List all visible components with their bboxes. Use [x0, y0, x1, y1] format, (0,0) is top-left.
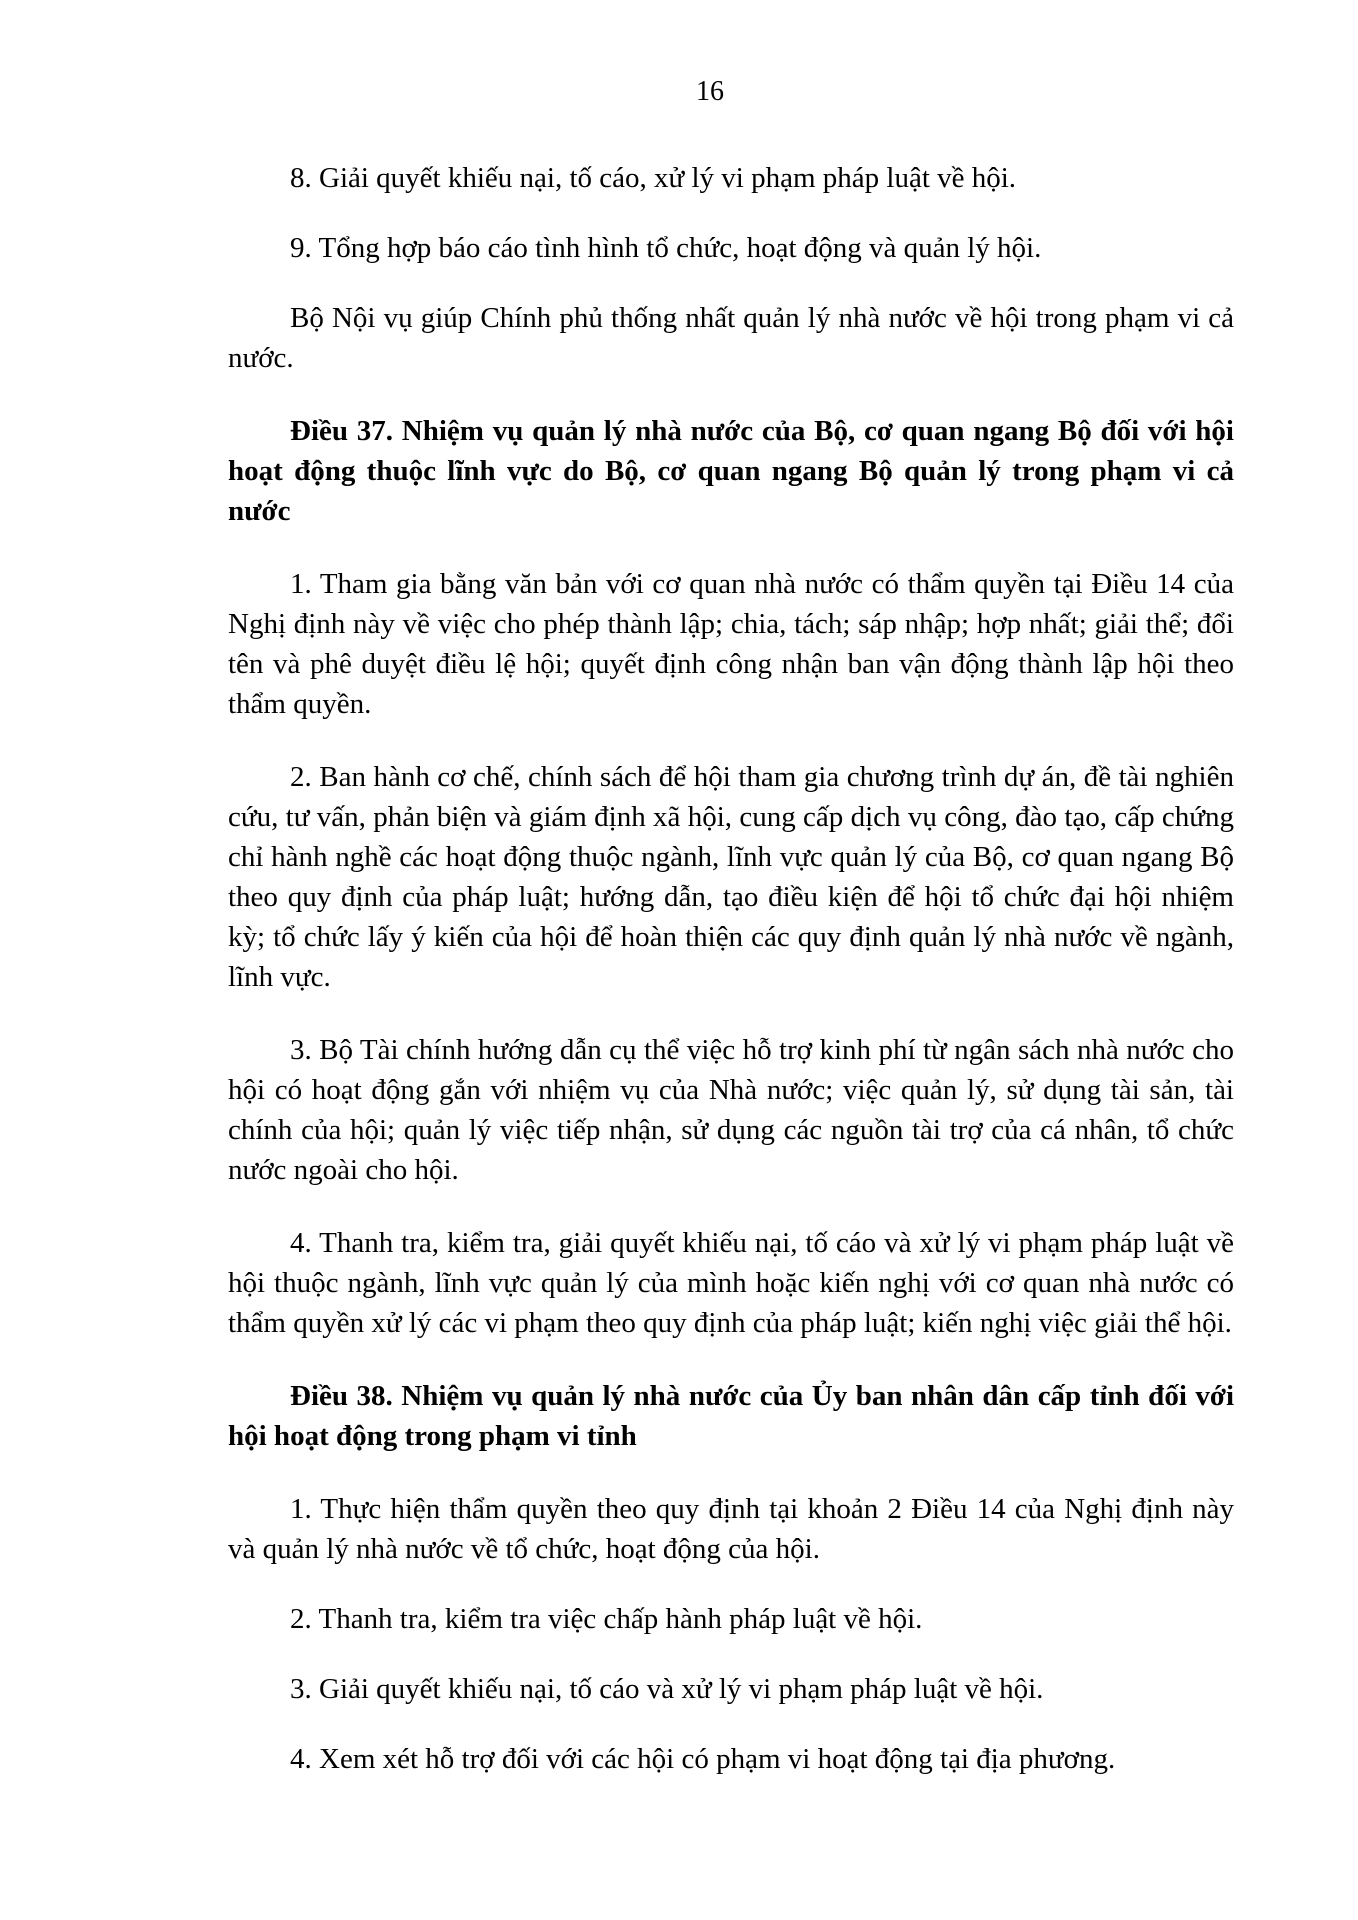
article-37-item-3: 3. Bộ Tài chính hướng dẫn cụ thể việc hỗ trợ kinh phí từ ngân sách nhà nước cho hội có hoạt động gắn với nhiệm vụ của Nhà nước; việc quản lý, sử dụng tài sản, tài chính của hội; quản lý việc tiếp nhận, sử dụng các nguồn tài trợ của cá nhân, tổ chức nước ngoài cho hội.: [228, 1034, 1234, 1186]
paragraph-ministry-home-affairs: Bộ Nội vụ giúp Chính phủ thống nhất quản lý nhà nước về hội trong phạm vi cả nước.: [228, 302, 1234, 374]
page-content: [228, 158, 1234, 1779]
article-38-heading: Điều 38. Nhiệm vụ quản lý nhà nước của Ủy ban nhân dân cấp tỉnh đối với hội hoạt động trong phạm vi tỉnh: [228, 1380, 1234, 1452]
article-37-item-4: 4. Thanh tra, kiểm tra, giải quyết khiếu nại, tố cáo và xử lý vi phạm pháp luật về hội thuộc ngành, lĩnh vực quản lý của mình hoặc kiến nghị với cơ quan nhà nước có thẩm quyền xử lý các vi phạm theo quy định của pháp luật; kiến nghị việc giải thể hội.: [228, 1227, 1234, 1339]
article-38-item-2: 2. Thanh tra, kiểm tra việc chấp hành pháp luật về hội.: [290, 1603, 923, 1635]
paragraph-item-9: 9. Tổng hợp báo cáo tình hình tổ chức, hoạt động và quản lý hội.: [290, 232, 1042, 264]
article-37-item-1: 1. Tham gia bằng văn bản với cơ quan nhà nước có thẩm quyền tại Điều 14 của Nghị định này về việc cho phép thành lập; chia, tách; sáp nhập; hợp nhất; giải thể; đổi tên và phê duyệt điều lệ hội; quyết định công nhận ban vận động thành lập hội theo thẩm quyền.: [228, 568, 1234, 720]
paragraph-item-8: 8. Giải quyết khiếu nại, tố cáo, xử lý vi phạm pháp luật về hội.: [290, 162, 1017, 194]
article-37-item-2: 2. Ban hành cơ chế, chính sách để hội tham gia chương trình dự án, đề tài nghiên cứu, tư vấn, phản biện và giám định xã hội, cung cấp dịch vụ công, đào tạo, cấp chứng chỉ hành nghề các hoạt động thuộc ngành, lĩnh vực quản lý của Bộ, cơ quan ngang Bộ theo quy định của pháp luật; hướng dẫn, tạo điều kiện để hội tổ chức đại hội nhiệm kỳ; tổ chức lấy ý kiến của hội để hoàn thiện các quy định quản lý nhà nước về ngành, lĩnh vực.: [228, 761, 1234, 993]
article-37-heading: Điều 37. Nhiệm vụ quản lý nhà nước của Bộ, cơ quan ngang Bộ đối với hội hoạt động thuộc lĩnh vực do Bộ, cơ quan ngang Bộ quản lý trong phạm vi cả nước: [228, 415, 1234, 527]
page-number: 16: [696, 76, 724, 107]
article-38-item-3: 3. Giải quyết khiếu nại, tố cáo và xử lý vi phạm pháp luật về hội.: [290, 1673, 1044, 1705]
article-38-item-1: 1. Thực hiện thẩm quyền theo quy định tại khoản 2 Điều 14 của Nghị định này và quản lý nhà nước về tổ chức, hoạt động của hội.: [228, 1493, 1234, 1565]
article-38-item-4: 4. Xem xét hỗ trợ đối với các hội có phạm vi hoạt động tại địa phương.: [290, 1743, 1116, 1775]
